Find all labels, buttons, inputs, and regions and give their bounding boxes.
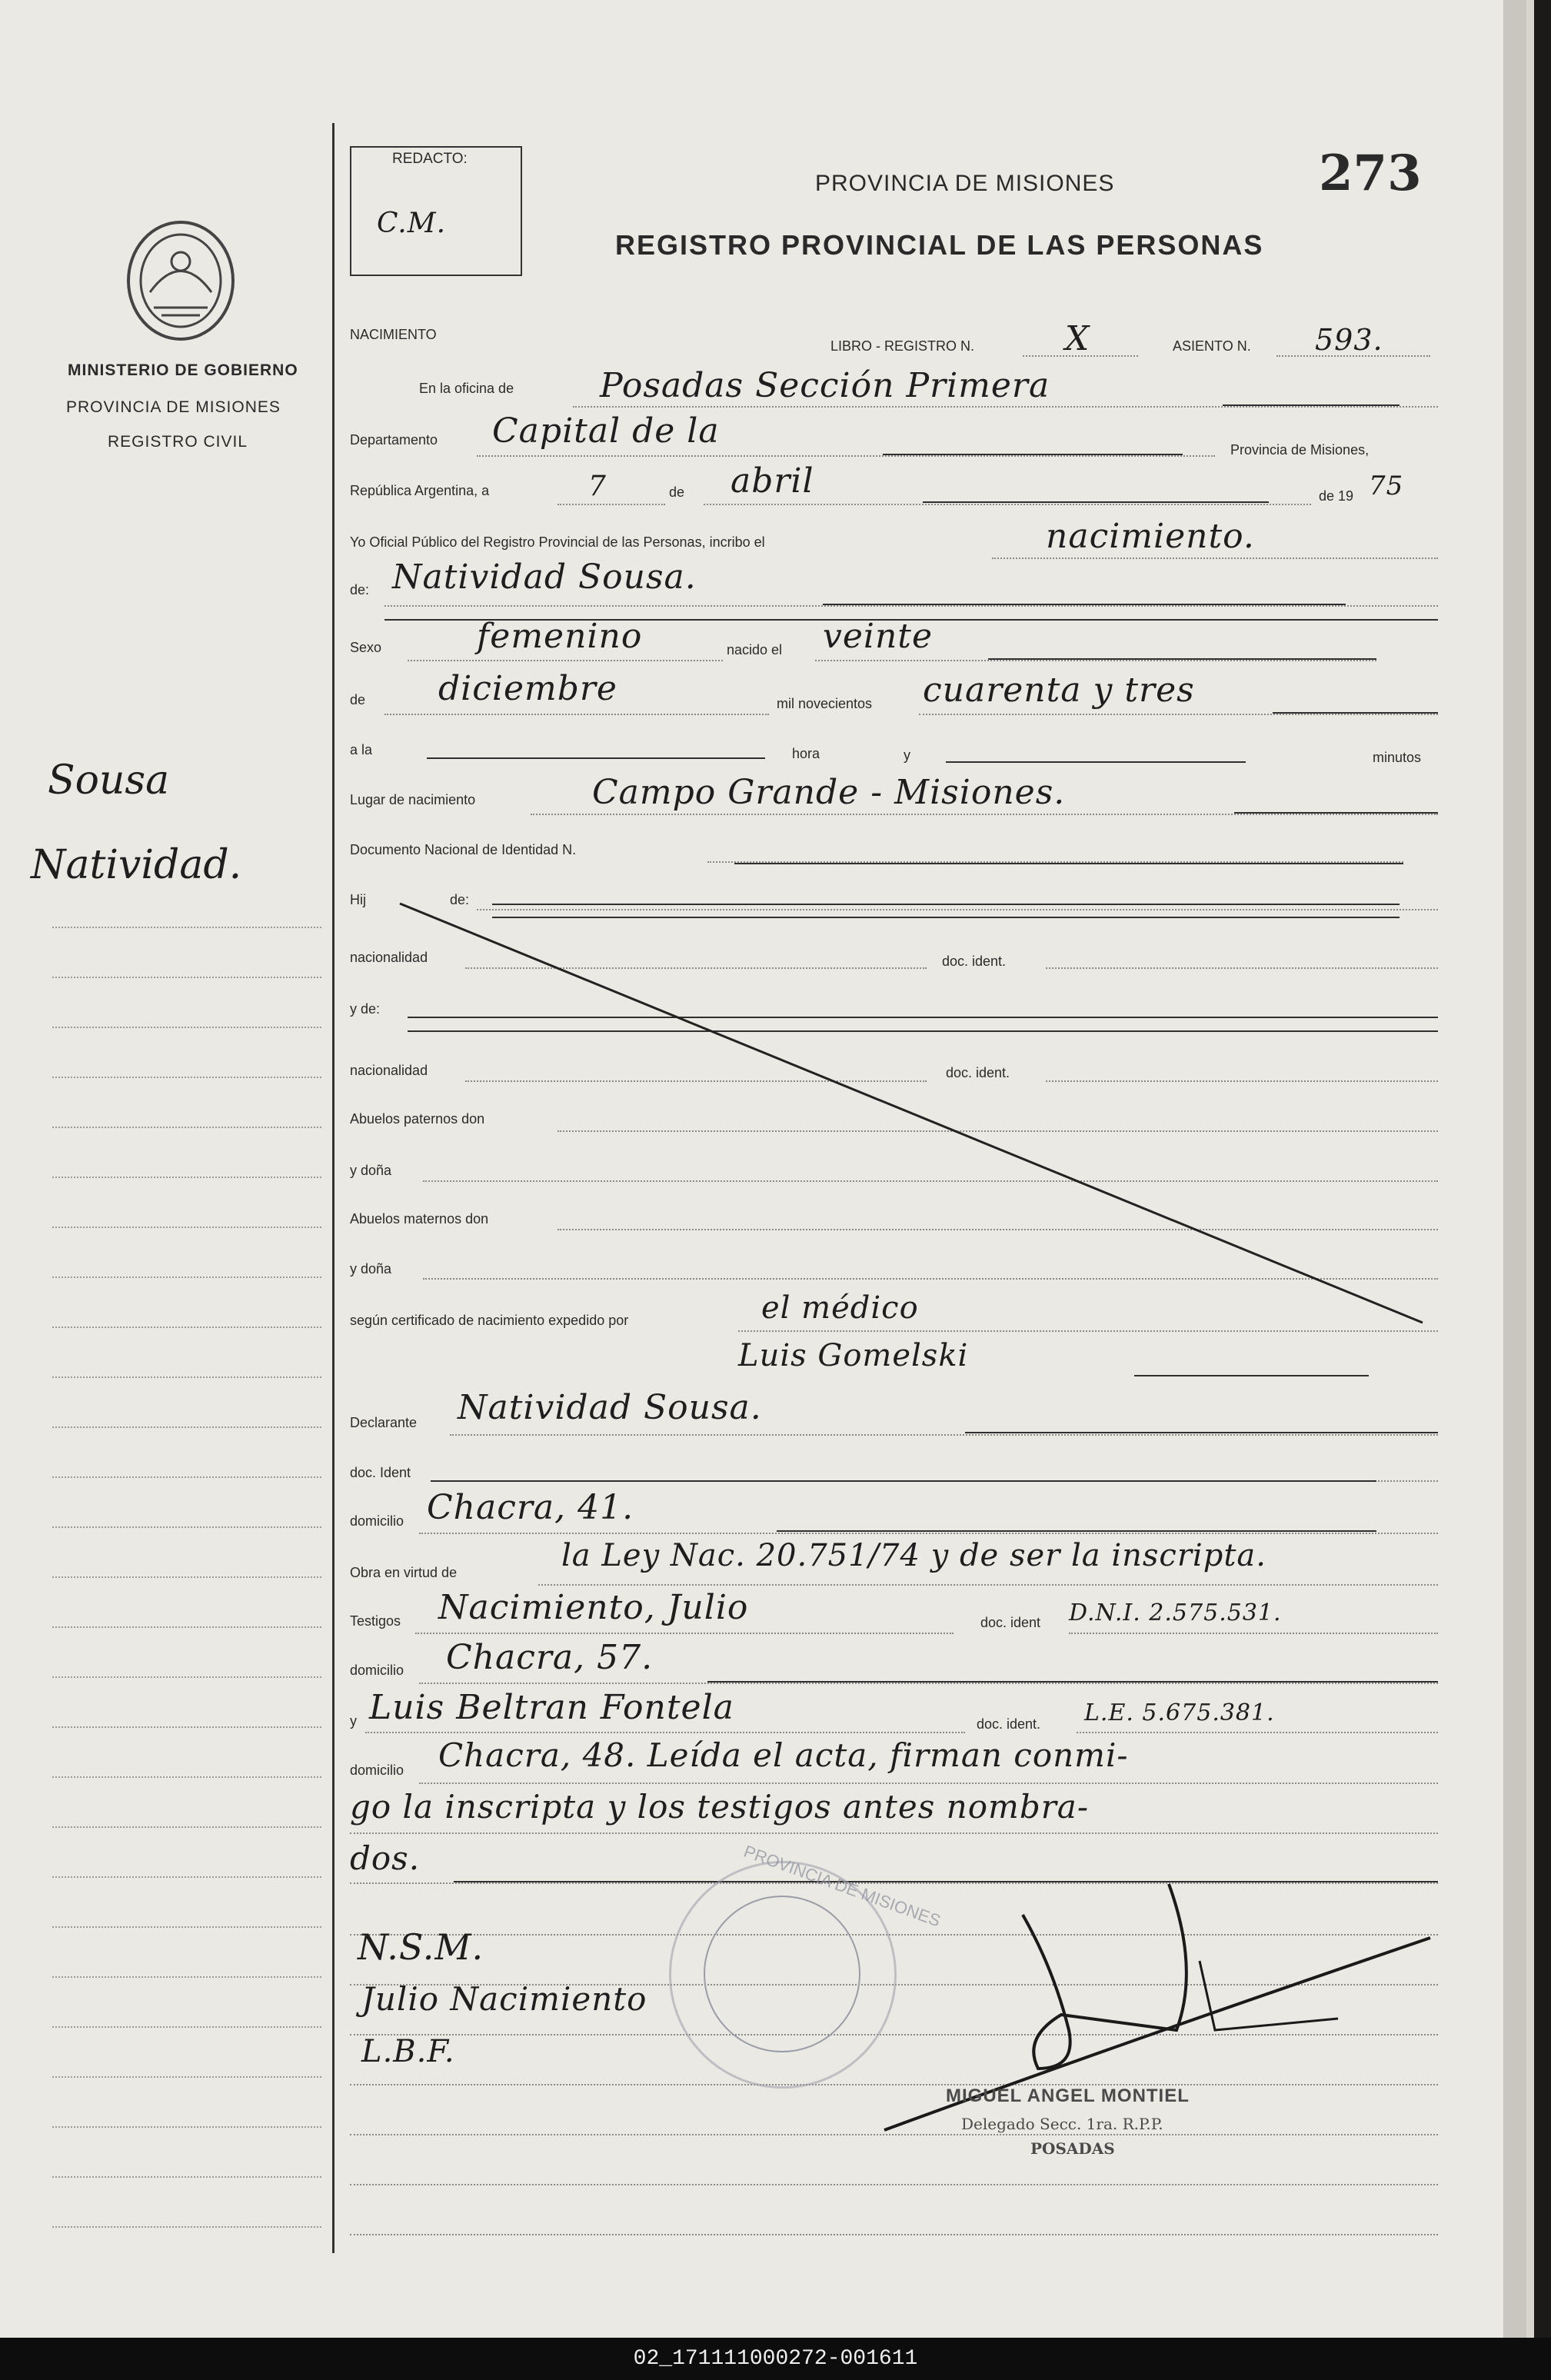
docident-label: doc. ident. bbox=[942, 954, 1007, 969]
testigo2-doc: L.E. 5.675.381. bbox=[1084, 1699, 1275, 1726]
birth-month-value: diciembre bbox=[438, 669, 617, 708]
declarante-value: Natividad Sousa. bbox=[458, 1388, 762, 1427]
docident3-label: doc. Ident bbox=[350, 1465, 411, 1480]
closing-line3: dos. bbox=[350, 1839, 421, 1877]
testigos-label: Testigos bbox=[350, 1613, 401, 1629]
y-label: y bbox=[904, 747, 910, 763]
ministry-label: MINISTERIO DE GOBIERNO bbox=[68, 361, 298, 379]
domicilio3-value: Chacra, 48. Leída el acta, firman conmi- bbox=[438, 1736, 1129, 1774]
sexo-value: femenino bbox=[477, 617, 643, 656]
margin-surname: Sousa bbox=[48, 757, 170, 804]
domicilio-label: domicilio bbox=[350, 1513, 404, 1529]
month-value: abril bbox=[731, 461, 814, 501]
name-value: Natividad Sousa. bbox=[392, 558, 697, 597]
section-title: NACIMIENTO bbox=[350, 327, 437, 342]
ala-label: a la bbox=[350, 742, 373, 757]
testigo2-value: Luis Beltran Fontela bbox=[369, 1688, 734, 1727]
medico-value: Luis Gomelski bbox=[738, 1338, 969, 1373]
domicilio-value: Chacra, 41. bbox=[427, 1488, 634, 1527]
ydona-label: y doña bbox=[350, 1163, 392, 1178]
ydona2-label: y doña bbox=[350, 1261, 392, 1277]
mil-label: mil novecientos bbox=[777, 696, 873, 711]
stamp-text: PROVINCIA DE MISIONES bbox=[741, 1841, 944, 1931]
certificado-value: el médico bbox=[761, 1290, 919, 1326]
dni-label: Documento Nacional de Identidad N. bbox=[350, 842, 577, 857]
province-heading: PROVINCIA DE MISIONES bbox=[815, 171, 1115, 196]
officer-title: Delegado Secc. 1ra. R.P.P. bbox=[961, 2115, 1163, 2133]
domicilio3-label: domicilio bbox=[350, 1763, 404, 1778]
file-id-footer: 02_171111000272-001611 bbox=[0, 2338, 1551, 2380]
domicilio2-label: domicilio bbox=[350, 1663, 404, 1678]
docident4-label: doc. ident bbox=[980, 1615, 1041, 1630]
libro-value: X bbox=[1065, 319, 1090, 358]
libro-label: LIBRO - REGISTRO N. bbox=[830, 338, 975, 354]
hij-de-label: de: bbox=[450, 892, 470, 907]
testigo1-value: Nacimiento, Julio bbox=[438, 1588, 749, 1627]
oficina-label: En la oficina de bbox=[419, 381, 514, 396]
republica-label: República Argentina, a bbox=[350, 483, 490, 498]
officer-name: MIGUEL ANGEL MONTIEL bbox=[946, 2085, 1190, 2106]
departamento-value: Capital de la bbox=[492, 411, 720, 451]
de-label: de bbox=[669, 484, 685, 500]
year-label: de 19 bbox=[1319, 488, 1354, 504]
nacionalidad2-label: nacionalidad bbox=[350, 1063, 428, 1078]
provincia-label: Provincia de Misiones, bbox=[1230, 442, 1370, 458]
certificado-label: según certificado de nacimiento expedido por bbox=[350, 1313, 629, 1328]
civil-registry-label: REGISTRO CIVIL bbox=[108, 433, 248, 451]
officer-city: POSADAS bbox=[1030, 2139, 1115, 2158]
ministry-province-label: PROVINCIA DE MISIONES bbox=[66, 398, 281, 416]
signature-1: N.S.M. bbox=[358, 1926, 484, 1968]
hij-label: Hij bbox=[350, 892, 366, 907]
signature-2: Julio Nacimiento bbox=[361, 1980, 647, 2018]
minutos-label: minutos bbox=[1373, 750, 1422, 765]
nacido-value: veinte bbox=[823, 617, 934, 656]
testigo1-doc: D.N.I. 2.575.531. bbox=[1069, 1599, 1282, 1626]
y2-label: y bbox=[350, 1713, 357, 1729]
hora-label: hora bbox=[792, 746, 820, 761]
docident5-label: doc. ident. bbox=[977, 1716, 1041, 1732]
page-number: 273 bbox=[1319, 145, 1422, 202]
oficial-label: Yo Oficial Público del Registro Provincial de las Personas, incribo el bbox=[350, 534, 765, 550]
docident2-label: doc. ident. bbox=[946, 1065, 1010, 1080]
de-colon-label: de: bbox=[350, 582, 370, 597]
nacido-label: nacido el bbox=[727, 642, 783, 657]
lugar-value: Campo Grande - Misiones. bbox=[592, 773, 1066, 812]
abuelos-pat-label: Abuelos paternos don bbox=[350, 1111, 485, 1127]
lugar-label: Lugar de nacimiento bbox=[350, 792, 476, 807]
redacto-label: REDACTO: bbox=[392, 151, 468, 167]
day-value: 7 bbox=[588, 471, 607, 502]
act-type-value: nacimiento. bbox=[1046, 517, 1255, 556]
obra-label: Obra en virtud de bbox=[350, 1565, 458, 1580]
oficina-value: Posadas Sección Primera bbox=[600, 366, 1050, 405]
registry-heading: REGISTRO PROVINCIAL DE LAS PERSONAS bbox=[615, 229, 1264, 261]
closing-line2: go la inscripta y los testigos antes nombra- bbox=[350, 1788, 1090, 1826]
yde-label: y de: bbox=[350, 1001, 381, 1017]
signature-3: L.B.F. bbox=[361, 2034, 455, 2069]
de2-label: de bbox=[350, 692, 366, 707]
asiento-label: ASIENTO N. bbox=[1173, 338, 1251, 354]
domicilio2-value: Chacra, 57. bbox=[446, 1638, 654, 1677]
margin-given-name: Natividad. bbox=[31, 842, 242, 888]
nacionalidad-label: nacionalidad bbox=[350, 950, 428, 965]
sexo-label: Sexo bbox=[350, 640, 382, 655]
birth-year-value: cuarenta y tres bbox=[923, 671, 1195, 710]
abuelos-mat-label: Abuelos maternos don bbox=[350, 1211, 489, 1227]
asiento-value: 593. bbox=[1315, 323, 1383, 357]
obra-value: la Ley Nac. 20.751/74 y de ser la inscripta. bbox=[561, 1538, 1266, 1573]
declarante-label: Declarante bbox=[350, 1415, 418, 1430]
redacto-value: C.M. bbox=[377, 208, 447, 239]
year-value: 75 bbox=[1369, 471, 1404, 501]
departamento-label: Departamento bbox=[350, 432, 438, 448]
